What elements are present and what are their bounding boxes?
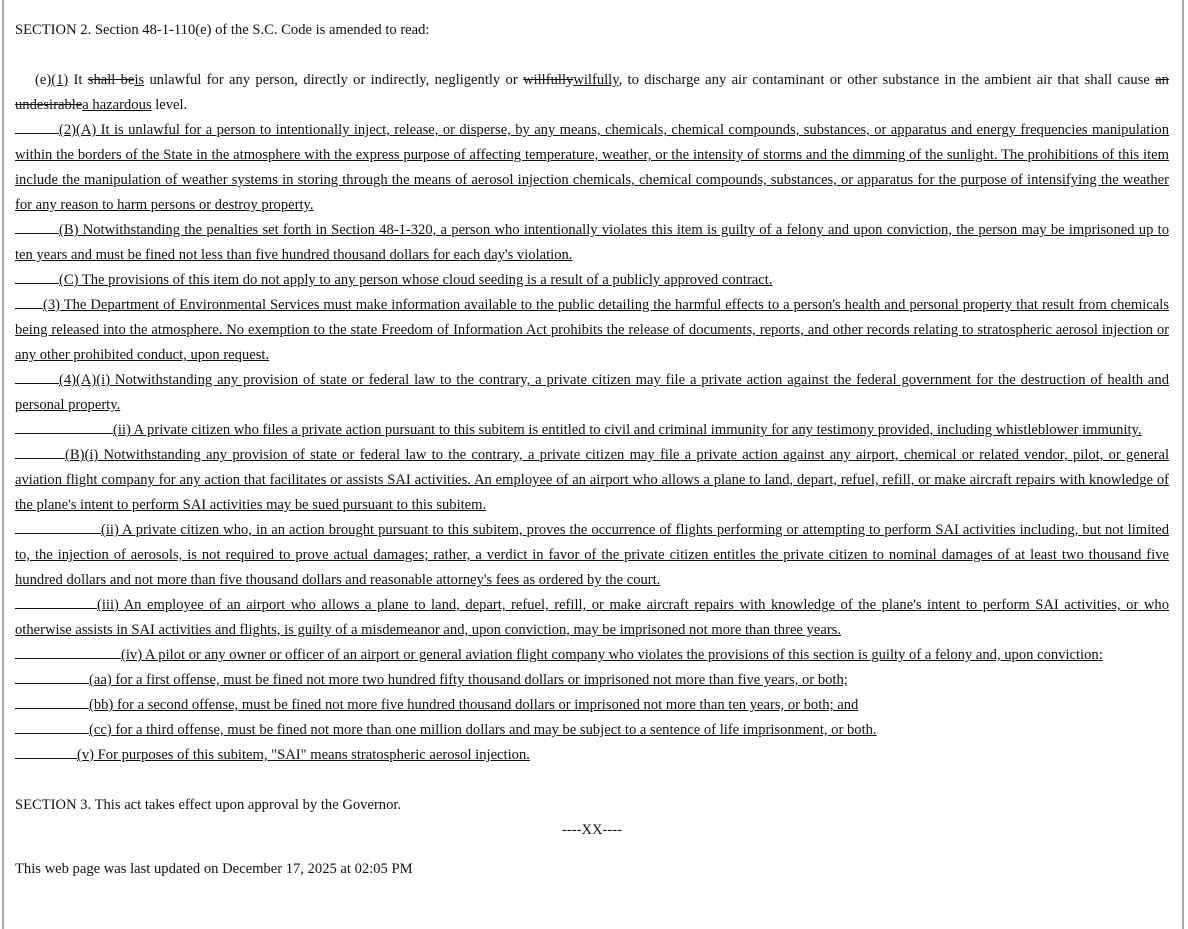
- item-3: (3) The Department of Environmental Services must make information available to the public detailing the harmful effects to a person's health and personal property that result from chemicals being released into the atmosphere. No exemption to the state Freedom of Information Act prohibits the release of documents, reports, and other records relating to stratospheric aerosol injection or any other prohibited conduct, upon request.: [15, 297, 1169, 363]
- item-4-a-ii: (ii) A private citizen who files a private action pursuant to this subitem is entitled to civil and criminal immunity for any testimony provided, including whistleblower immunity.: [15, 418, 1169, 443]
- item-2-c: (C) The provisions of this item do not apply to any person whose cloud seeding is a result of a publicly approved contract.: [15, 268, 1169, 293]
- section-2-heading: SECTION 2. Section 48-1-110(e) of the S.C. Code is amended to read:: [15, 22, 430, 38]
- subsection-e-paragraph: (e)(1) It shall beis unlawful for any person, directly or indirectly, negligently or willfullywilfully, to discharge any air contaminant or other substance in the ambient air that shall cause an undesirablea hazardous level.: [15, 72, 1169, 113]
- last-updated-notice: This web page was last updated on December 17, 2025 at 02:05 PM: [15, 861, 413, 877]
- item-2-b: (B) Notwithstanding the penalties set forth in Section 48-1-320, a person who intentionally violates this item is guilty of a felony and upon conviction, the person may be imprisoned up to ten years and must be fined not less than five hundred thousand dollars for each day's violation.: [15, 222, 1169, 263]
- item-2-a: (2)(A) It is unlawful for a person to intentionally inject, release, or disperse, by any means, chemicals, chemical compounds, substances, or apparatus and energy frequencies manipulation within the borders of the State in the atmosphere with the express purpose of affecting temperature, weather, or the intensity of storms and the dimming of the sunlight. The prohibitions of this item include the manipulation of weather systems in storing through the means of aerosol injection chemicals, chemical compounds, substances, or apparatus for the purpose of intensifying the weather for any reason to harm persons or destroy property.: [15, 122, 1169, 213]
- item-4-b-i: (B)(i) Notwithstanding any provision of state or federal law to the contrary, a private citizen may file a private action against any airport, chemical or related vendor, pilot, or general aviation flight company for any action that facilitates or assists SAI activities. An employee of an airport who allows a plane to land, depart, refuel, refill, or make aircraft repairs with knowledge of the plane's intent to perform SAI activities may be sued pursuant to this subitem.: [15, 447, 1169, 513]
- item-aa: (aa) for a first offense, must be fined not more two hundred fifty thousand dollars or imprisoned not more than five years, or both;: [15, 668, 1169, 693]
- item-4-a-i: (4)(A)(i) Notwithstanding any provision of state or federal law to the contrary, a private citizen may file a private action against the federal government for the destruction of health and personal property.: [15, 372, 1169, 413]
- item-cc: (cc) for a third offense, must be fined not more than one million dollars and may be subject to a sentence of life imprisonment, or both.: [15, 718, 1169, 743]
- item-4-b-ii: (ii) A private citizen who, in an action brought pursuant to this subitem, proves the occurrence of flights performing or attempting to perform SAI activities including, but not limited to, the injection of aerosols, is not required to prove actual damages; rather, a verdict in favor of the private citizen entitles the private citizen to nominal damages of at least two thousand five hundred dollars and not more than five thousand dollars and reasonable attorney's fees as ordered by the court.: [15, 522, 1169, 588]
- end-mark: ----XX----: [562, 822, 622, 838]
- item-4-b-iii: (iii) An employee of an airport who allows a plane to land, depart, refuel, refill, or make aircraft repairs with knowledge of the plane's intent to perform SAI activities, or who otherwise assists in SAI activities and flights, is guilty of a misdemeanor and, upon conviction, may be imprisoned not more than three years.: [15, 597, 1169, 638]
- section-3: SECTION 3. This act takes effect upon approval by the Governor.: [15, 797, 402, 813]
- item-4-b-v: (v) For purposes of this subitem, "SAI" means stratospheric aerosol injection.: [15, 743, 1169, 768]
- document-body: [15, 18, 1169, 882]
- item-4-b-iv: (iv) A pilot or any owner or officer of an airport or general aviation flight company who violates the provisions of this section is guilty of a felony and, upon conviction:: [15, 643, 1169, 668]
- item-bb: (bb) for a second offense, must be fined not more five hundred thousand dollars or imprisoned not more than ten years, or both; and: [15, 693, 1169, 718]
